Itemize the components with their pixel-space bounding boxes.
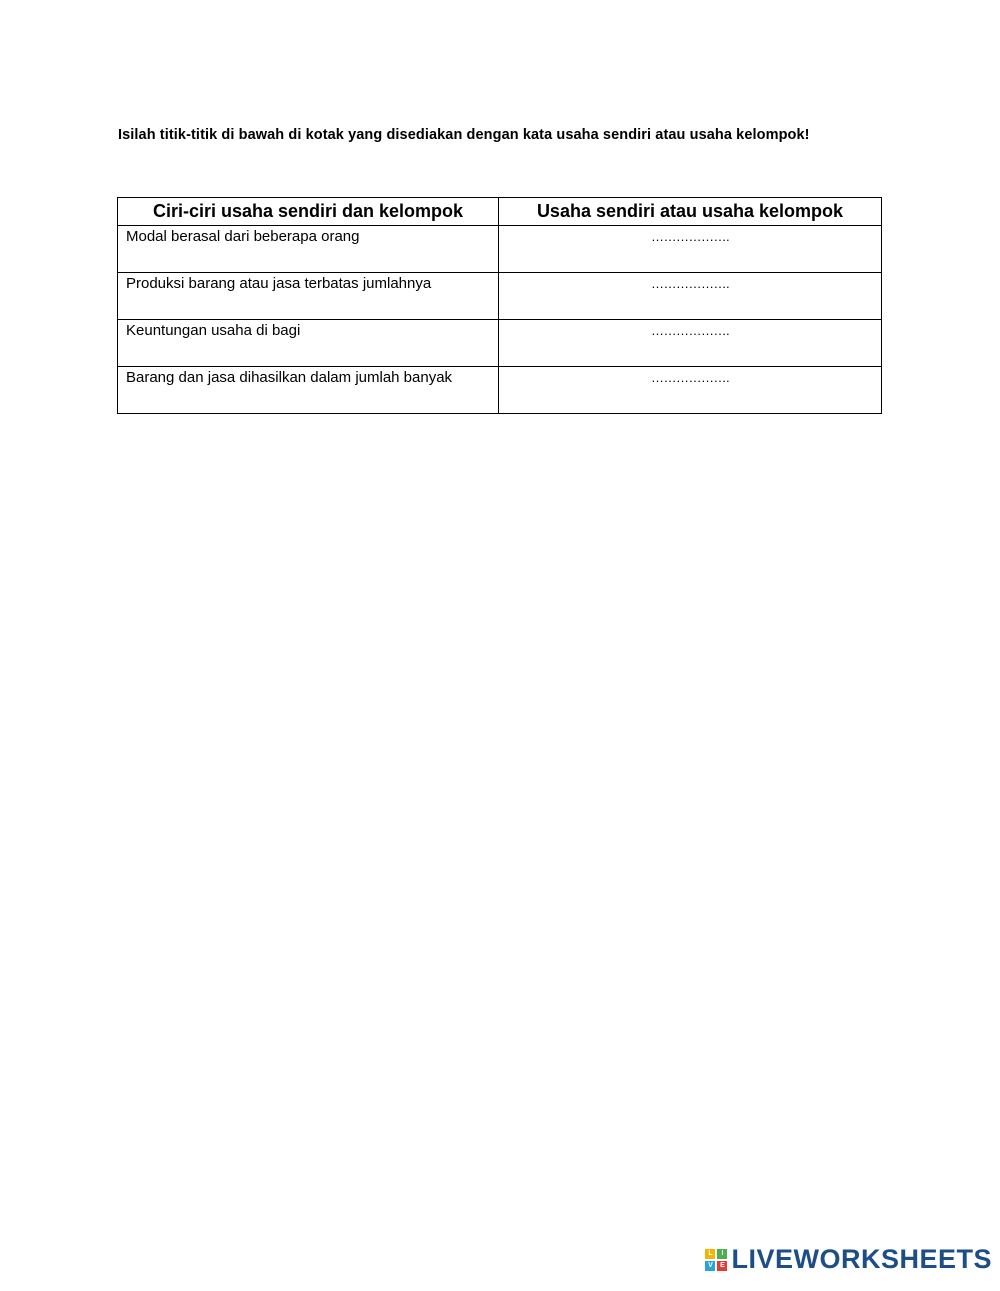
logo-block: V bbox=[705, 1261, 715, 1271]
worksheet-table bbox=[117, 197, 882, 414]
column-header-characteristics: Ciri-ciri usaha sendiri dan kelompok bbox=[118, 198, 499, 226]
logo-blocks-icon bbox=[705, 1249, 727, 1271]
answer-blank[interactable]: ………………. bbox=[499, 226, 882, 273]
table-row bbox=[118, 320, 882, 367]
table-row bbox=[118, 226, 882, 273]
logo-block: I bbox=[717, 1249, 727, 1259]
logo-block: L bbox=[705, 1249, 715, 1259]
answer-blank[interactable]: ………………. bbox=[499, 273, 882, 320]
feature-cell: Keuntungan usaha di bagi bbox=[118, 320, 499, 367]
answer-blank[interactable]: ………………. bbox=[499, 320, 882, 367]
instruction-text: Isilah titik-titik di bawah di kotak yang disediakan dengan kata usaha sendiri atau usaha kelompok! bbox=[118, 127, 810, 143]
feature-cell: Produksi barang atau jasa terbatas jumlahnya bbox=[118, 273, 499, 320]
table-header-row bbox=[118, 198, 882, 226]
feature-cell: Barang dan jasa dihasilkan dalam jumlah banyak bbox=[118, 367, 499, 414]
column-header-answer: Usaha sendiri atau usaha kelompok bbox=[499, 198, 882, 226]
table-row bbox=[118, 367, 882, 414]
table-row bbox=[118, 273, 882, 320]
logo-wordmark: LIVEWORKSHEETS bbox=[731, 1244, 992, 1274]
answer-blank[interactable]: ………………. bbox=[499, 367, 882, 414]
liveworksheets-logo bbox=[705, 1244, 992, 1275]
feature-cell: Modal berasal dari beberapa orang bbox=[118, 226, 499, 273]
logo-block: E bbox=[717, 1261, 727, 1271]
